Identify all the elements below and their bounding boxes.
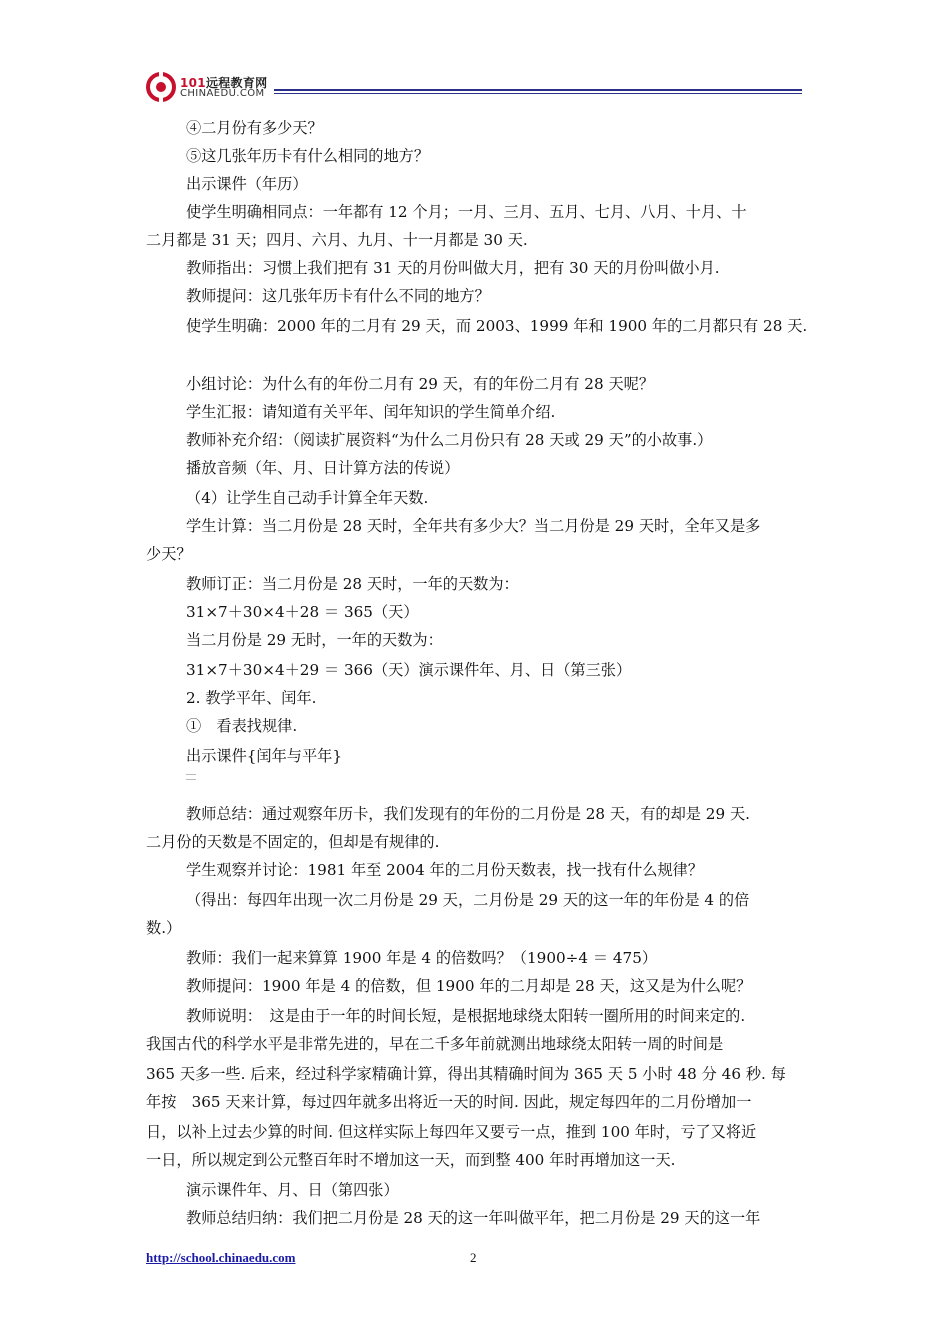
text-line: ⑤这几张年历卡有什么相同的地方？: [186, 147, 429, 165]
text-line: 学生计算：当二月份是 28 天时，全年共有多少大？当二月份是 29 天时，全年又是多: [186, 517, 761, 535]
text-line: 少天？: [146, 545, 192, 563]
text-line: （得出：每四年出现一次二月份是 29 天，二月份是 29 天的这一年的年份是 4 的倍: [186, 891, 750, 909]
text-line: 31×7＋30×4＋29 ＝ 366（天）演示课件年、月、日（第三张）: [186, 661, 632, 679]
text-line: 学生汇报：请知道有关平年、闰年知识的学生简单介绍.: [186, 403, 556, 421]
text-line: 使学生明确相同点：一年都有 12 个月；一月、三月、五月、七月、八月、十月、十: [186, 203, 747, 221]
text-line: 2. 教学平年、闰年.: [186, 689, 317, 707]
chinaedu-logo-icon: [146, 72, 176, 102]
header-rule: [274, 89, 802, 91]
text-line: 教师提问：1900 年是 4 的倍数，但 1900 年的二月却是 28 天，这又是为什么呢？: [186, 977, 752, 995]
text-line: 小组讨论：为什么有的年份二月有 29 天，有的年份二月有 28 天呢？: [186, 375, 655, 393]
text-line: 播放音频（年、月、日计算方法的传说）: [186, 459, 460, 477]
text-line: 二月份的天数是不固定的，但却是有规律的.: [146, 833, 440, 851]
logo-subtitle: CHINAEDU.COM: [180, 88, 265, 99]
text-line: ① 看表找规律.: [186, 717, 298, 735]
text-line: 教师说明： 这是由于一年的时间长短，是根据地球绕太阳转一圈所用的时间来定的.: [186, 1007, 746, 1025]
footer-site-link[interactable]: http://school.chinaedu.com: [146, 1250, 296, 1265]
text-line: 一日，所以规定到公元整百年时不增加这一天，而到整 400 年时再增加这一天.: [146, 1151, 676, 1169]
text-line: 当二月份是 29 无时，一年的天数为：: [186, 631, 443, 649]
text-line: 出示课件（年历）: [186, 175, 308, 193]
text-line: 365 天多一些. 后来，经过科学家精确计算，得出其精确时间为 365 天 5 小时 48 分 46 秒. 每: [146, 1065, 786, 1083]
logo-title: 101远程教育网: [180, 76, 268, 90]
text-line: 使学生明确：2000 年的二月有 29 天，而 2003、1999 年和 1900 年的二月都只有 28 天.: [186, 317, 808, 335]
image-placeholder: [186, 774, 196, 780]
header-rule-thin: [274, 93, 802, 94]
text-line: 31×7＋30×4＋28 ＝ 365（天）: [186, 603, 419, 621]
text-line: 学生观察并讨论：1981 年至 2004 年的二月份天数表，找一找有什么规律？: [186, 861, 704, 879]
page-number: 2: [470, 1250, 477, 1265]
text-line: 演示课件年、月、日（第四张）: [186, 1181, 399, 1199]
text-line: 教师补充介绍：（阅读扩展资料“为什么二月份只有 28 天或 29 天”的小故事.）: [186, 431, 713, 449]
text-line: 教师总结归纳：我们把二月份是 28 天的这一年叫做平年，把二月份是 29 天的这一年: [186, 1209, 761, 1227]
text-line: 教师总结：通过观察年历卡，我们发现有的年份的二月份是 28 天，有的却是 29 天.: [186, 805, 750, 823]
text-line: 年按 365 天来计算，每过四年就多出将近一天的时间. 因此，规定每四年的二月份增加一: [146, 1093, 752, 1111]
text-line: （4）让学生自己动手计算全年天数.: [186, 489, 429, 507]
text-line: ④二月份有多少天？: [186, 119, 323, 137]
text-line: 我国古代的科学水平是非常先进的，早在二千多年前就测出地球绕太阳转一周的时间是: [146, 1035, 724, 1053]
text-line: 日，以补上过去少算的时间. 但这样实际上每四年又要亏一点，推到 100 年时，亏了又将近: [146, 1123, 757, 1141]
text-line: 二月都是 31 天；四月、六月、九月、十一月都是 30 天.: [146, 231, 528, 249]
page-header: [146, 72, 806, 102]
text-line: 数.）: [146, 919, 182, 937]
text-line: 出示课件{闰年与平年}: [186, 747, 343, 765]
text-line: 教师指出：习惯上我们把有 31 天的月份叫做大月，把有 30 天的月份叫做小月.: [186, 259, 720, 277]
text-line: 教师：我们一起来算算 1900 年是 4 的倍数吗？（1900÷4 ＝ 475）: [186, 949, 658, 967]
text-line: 教师提问：这几张年历卡有什么不同的地方？: [186, 287, 490, 305]
text-line: 教师订正：当二月份是 28 天时，一年的天数为：: [186, 575, 519, 593]
